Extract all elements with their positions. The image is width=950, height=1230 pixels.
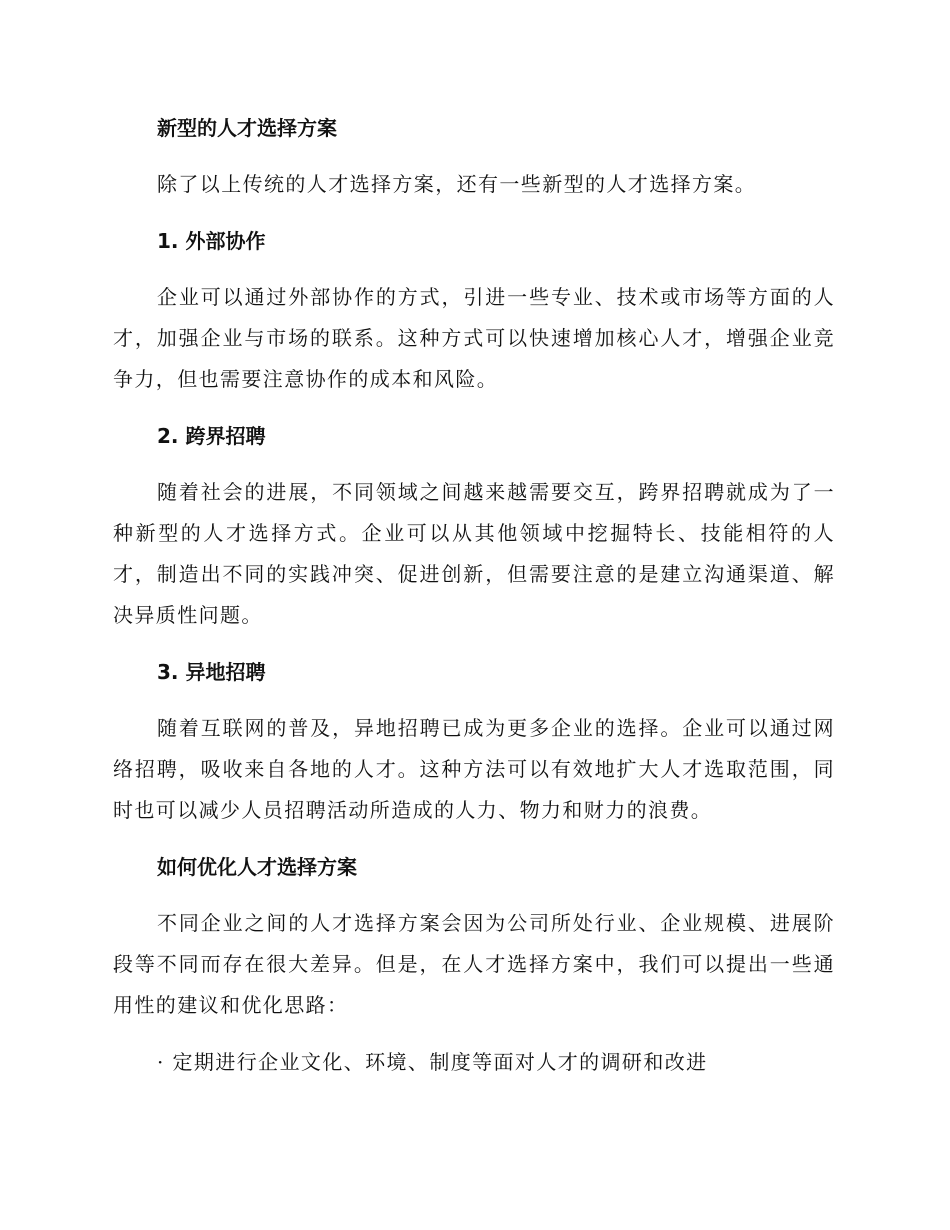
paragraph-remote-recruitment: 随着互联网的普及，异地招聘已成为更多企业的选择。企业可以通过网络招聘，吸收来自各地的人才。这种方法可以有效地扩大人才选取范围，同时也可以减少人员招聘活动所造成的人力、物力和财力的浪费。 (113, 716, 835, 822)
paragraph-intro: 除了以上传统的人才选择方案，还有一些新型的人才选择方案。 (157, 172, 757, 196)
section-heading-remote-recruitment: 3. 异地招聘 (157, 660, 266, 684)
paragraph-optimize-selection: 不同企业之间的人才选择方案会因为公司所处行业、企业规模、进展阶段等不同而存在很大差异。但是，在人才选择方案中，我们可以提出一些通用性的建议和优化思路： (113, 911, 835, 1017)
section-heading-new-talent-selection: 新型的人才选择方案 (157, 116, 337, 140)
document-body (113, 108, 835, 1083)
section-heading-cross-border-recruitment: 2. 跨界招聘 (157, 424, 266, 448)
section-heading-external-collaboration: 1. 外部协作 (157, 229, 266, 253)
paragraph-cross-border-recruitment: 随着社会的进展，不同领域之间越来越需要交互，跨界招聘就成为了一种新型的人才选择方式。企业可以从其他领域中挖掘特长、技能相符的人才，制造出不同的实践冲突、促进创新，但需要注意的是建立沟通渠道、解决异质性问题。 (113, 480, 835, 627)
bullet-item: · 定期进行企业文化、环境、制度等面对人才的调研和改进 (157, 1050, 708, 1074)
section-heading-optimize-selection: 如何优化人才选择方案 (157, 855, 357, 879)
paragraph-external-collaboration: 企业可以通过外部协作的方式，引进一些专业、技术或市场等方面的人才，加强企业与市场的联系。这种方式可以快速增加核心人才，增强企业竞争力，但也需要注意协作的成本和风险。 (113, 285, 835, 391)
